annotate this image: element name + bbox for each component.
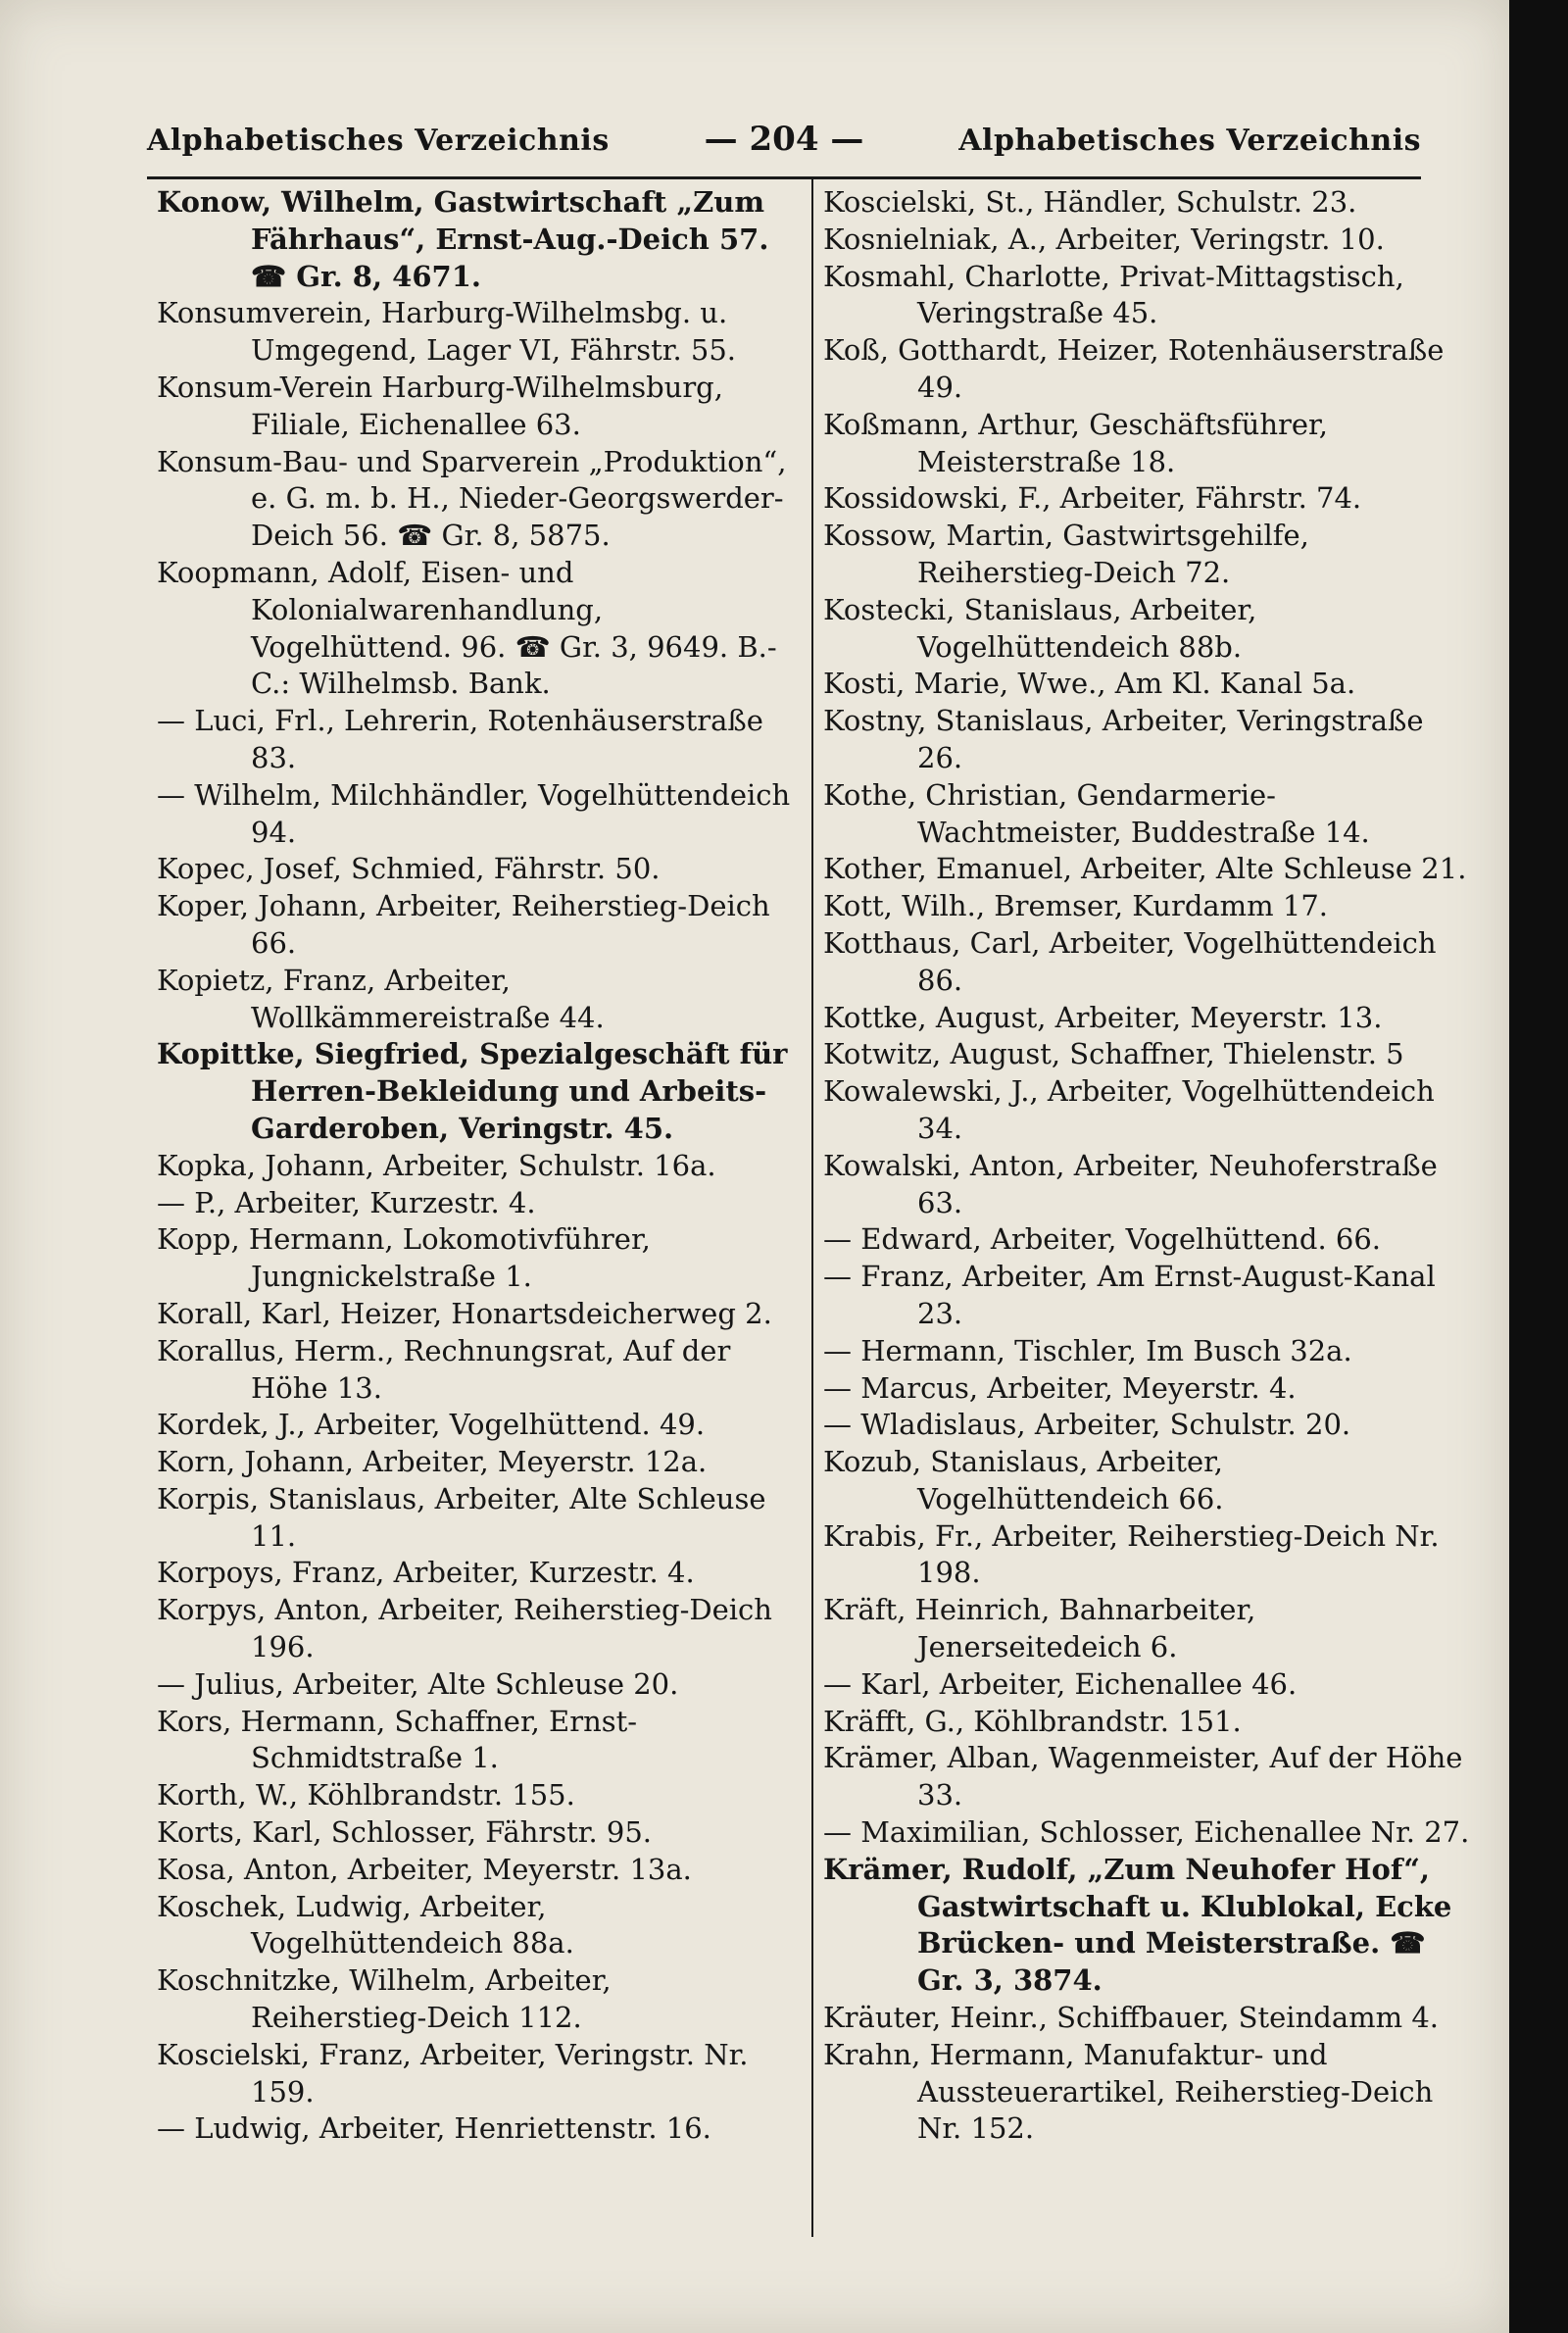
directory-entry: Kopietz, Franz, Arbeiter, Wollkämmereistraße 44. [157,963,605,1034]
directory-entry: Korpys, Anton, Arbeiter, Reiherstieg-Deich 196. [157,1593,772,1664]
directory-entry: Korpis, Stanislaus, Arbeiter, Alte Schleuse 11. [157,1481,766,1553]
directory-entry: Kowalski, Anton, Arbeiter, Neuhoferstraße 63. [823,1148,1438,1219]
directory-entry: Kosa, Anton, Arbeiter, Meyerstr. 13a. [157,1852,692,1886]
directory-entry: Kräft, Heinrich, Bahnarbeiter, Jenerseitedeich 6. [823,1593,1256,1664]
directory-entry: Koß, Gotthardt, Heizer, Rotenhäuserstraße 49. [823,333,1445,404]
directory-entry: — Hermann, Tischler, Im Busch 32a. [823,1333,1352,1367]
directory-entry: Kräuter, Heinr., Schiffbauer, Steindamm 4. [823,2001,1440,2035]
directory-entry: Kossow, Martin, Gastwirtsgehilfe, Reiherstieg-Deich 72. [823,519,1309,589]
header-rule [147,176,1421,179]
directory-entry: Kothe, Christian, Gendarmerie-Wachtmeister, Buddestraße 14. [823,777,1370,849]
running-title-left: Alphabetisches Verzeichnis [147,124,610,158]
running-title-right: Alphabetisches Verzeichnis [958,124,1421,158]
directory-entry: Kossidowski, F., Arbeiter, Fährstr. 74. [823,481,1362,516]
directory-entry: — Karl, Arbeiter, Eichenallee 46. [823,1666,1298,1701]
directory-entry: Koopmann, Adolf, Eisen- und Kolonialwarenhandlung, Vogelhüttend. 96. ☎ Gr. 3, 9649. B.-C.: Wilhelmsb. Bank. [157,555,777,701]
directory-entry: Kosti, Marie, Wwe., Am Kl. Kanal 5a. [823,667,1356,701]
directory-entry: — Maximilian, Schlosser, Eichenallee Nr. 27. [823,1815,1470,1850]
directory-entry: Korts, Karl, Schlosser, Fährstr. 95. [157,1815,653,1850]
directory-entry: Korallus, Herm., Rechnungsrat, Auf der Höhe 13. [157,1333,731,1405]
directory-entry: — Wladislaus, Arbeiter, Schulstr. 20. [823,1408,1351,1442]
directory-entry: — Ludwig, Arbeiter, Henriettenstr. 16. [157,2111,711,2146]
directory-entry: — Luci, Frl., Lehrerin, Rotenhäuserstraße 83. [157,704,763,774]
left-column [157,184,794,2148]
page-header [147,118,1421,176]
directory-entry: Kordek, J., Arbeiter, Vogelhüttend. 49. [157,1408,706,1442]
directory-entry: — P., Arbeiter, Kurzestr. 4. [157,1185,536,1219]
right-column [823,184,1470,2148]
directory-entry: Koscielski, St., Händler, Schulstr. 23. [823,185,1357,219]
directory-entry: Kotwitz, August, Schaffner, Thielenstr. 5 [823,1037,1404,1071]
directory-entry: Kowalewski, J., Arbeiter, Vogelhüttendeich 34. [823,1074,1435,1145]
directory-entry: Konsum-Verein Harburg-Wilhelmsburg, Filiale, Eichenallee 63. [157,370,723,441]
directory-entry: Kosnielniak, A., Arbeiter, Veringstr. 10. [823,222,1385,256]
directory-entry: — Wilhelm, Milchhändler, Vogelhüttendeich 94. [157,777,791,849]
directory-entry: — Julius, Arbeiter, Alte Schleuse 20. [157,1666,679,1701]
directory-entry: Kostecki, Stanislaus, Arbeiter, Vogelhüttendeich 88b. [823,592,1257,664]
directory-entry: Konsumverein, Harburg-Wilhelmsbg. u. Umgegend, Lager VI, Fährstr. 55. [157,296,737,368]
directory-entry: Kopka, Johann, Arbeiter, Schulstr. 16a. [157,1148,716,1182]
directory-entry: Koßmann, Arthur, Geschäftsführer, Meisterstraße 18. [823,407,1328,478]
directory-entry: Kottke, August, Arbeiter, Meyerstr. 13. [823,1000,1383,1034]
directory-entry: Koschnitzke, Wilhelm, Arbeiter, Reiherstieg-Deich 112. [157,1963,612,2035]
directory-entry: Korth, W., Köhlbrandstr. 155. [157,1778,575,1812]
directory-entry: — Marcus, Arbeiter, Meyerstr. 4. [823,1370,1297,1405]
page-number: — 204 — [704,120,864,159]
column-divider [811,178,813,2237]
directory-entry: Konsum-Bau- und Sparverein „Produktion“, e. G. m. b. H., Nieder-Georgswerder-Deich 56. ☎ Gr. 8, 5875. [157,444,787,553]
directory-entry: Kother, Emanuel, Arbeiter, Alte Schleuse 21. [823,852,1467,886]
directory-entry: Krahn, Hermann, Manufaktur- und Aussteuerartikel, Reiherstieg-Deich Nr. 152. [823,2037,1434,2146]
directory-entry: Krämer, Alban, Wagenmeister, Auf der Höhe 33. [823,1741,1463,1812]
directory-entry: — Franz, Arbeiter, Am Ernst-August-Kanal 23. [823,1260,1436,1330]
directory-entry: Kopp, Hermann, Lokomotivführer, Jungnickelstraße 1. [157,1222,651,1294]
directory-entry: Koscielski, Franz, Arbeiter, Veringstr. Nr. 159. [157,2037,749,2109]
directory-entry: Koper, Johann, Arbeiter, Reiherstieg-Deich 66. [157,889,770,960]
directory-entry: Korn, Johann, Arbeiter, Meyerstr. 12a. [157,1445,708,1479]
directory-entry: Konow, Wilhelm, Gastwirtschaft „Zum Fährhaus“, Ernst-Aug.-Deich 57. ☎ Gr. 8, 4671. [157,185,769,293]
directory-entry: Krämer, Rudolf, „Zum Neuhofer Hof“, Gastwirtschaft u. Klublokal, Ecke Brücken- und Meisterstraße. ☎ Gr. 3, 3874. [823,1852,1452,1998]
directory-entry: Kozub, Stanislaus, Arbeiter, Vogelhüttendeich 66. [823,1445,1224,1515]
directory-entry: Kott, Wilh., Bremser, Kurdamm 17. [823,889,1329,923]
directory-entry: Korpoys, Franz, Arbeiter, Kurzestr. 4. [157,1556,695,1590]
directory-entry: Kräfft, G., Köhlbrandstr. 151. [823,1704,1242,1738]
directory-entry: Korall, Karl, Heizer, Honartsdeicherweg 2. [157,1296,772,1330]
directory-entry: — Edward, Arbeiter, Vogelhüttend. 66. [823,1222,1382,1257]
directory-entry: Kosmahl, Charlotte, Privat-Mittagstisch, Veringstraße 45. [823,259,1404,330]
directory-entry: Koschek, Ludwig, Arbeiter, Vogelhüttendeich 88a. [157,1889,574,1961]
directory-entry: Kostny, Stanislaus, Arbeiter, Veringstraße 26. [823,704,1424,774]
directory-entry: Krabis, Fr., Arbeiter, Reiherstieg-Deich Nr. 198. [823,1518,1440,1590]
directory-entry: Kors, Hermann, Schaffner, Ernst-Schmidtstraße 1. [157,1704,638,1775]
directory-entry: Kotthaus, Carl, Arbeiter, Vogelhüttendeich 86. [823,925,1437,997]
directory-entry: Kopittke, Siegfried, Spezialgeschäft für Herren-Bekleidung und Arbeits-Garderoben, Veringstr. 45. [157,1037,788,1145]
directory-entry: Kopec, Josef, Schmied, Fährstr. 50. [157,852,661,886]
